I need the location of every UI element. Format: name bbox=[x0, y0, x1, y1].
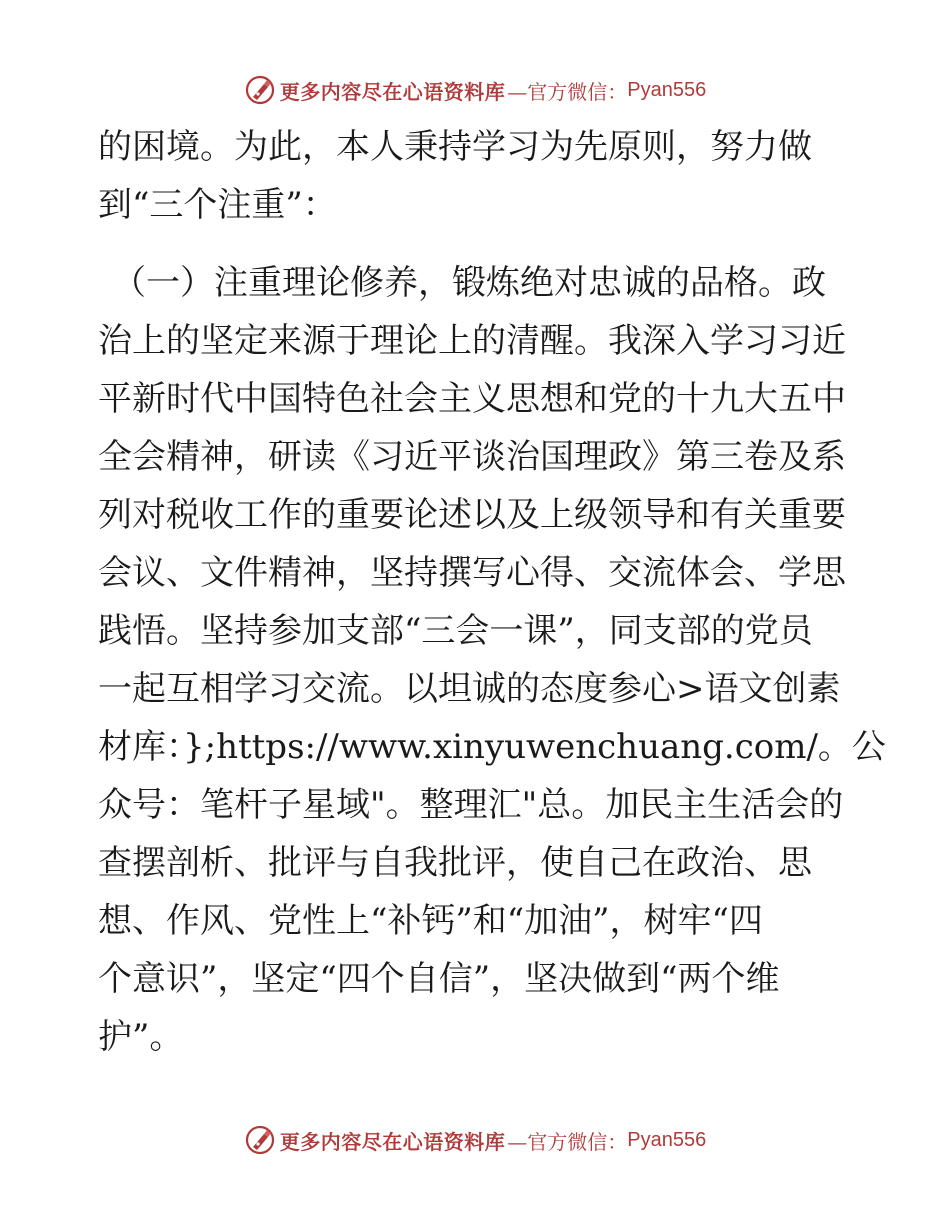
section-heading-line: （一）注重理论修养，锻炼绝对忠诚的品格。政 bbox=[112, 263, 826, 303]
paragraph-gap bbox=[98, 234, 858, 254]
header-banner bbox=[0, 70, 950, 110]
text-line: 材库：};https://www.xinyuwenchuang.com/。公 bbox=[98, 727, 886, 767]
text-line: 践悟。坚持参加支部“三会一课”，同支部的党员 bbox=[98, 611, 813, 651]
footer-banner-wechat-label: —官方微信： bbox=[507, 1129, 628, 1154]
text-line: 会议、文件精神，坚持撰写心得、交流体会、学思 bbox=[98, 553, 846, 593]
text-line: 平新时代中国特色社会主义思想和党的十九大五中 bbox=[98, 379, 846, 419]
text-line: 众号：笔杆子星域"。整理汇"总。加民主生活会的 bbox=[98, 785, 844, 825]
footer-banner-wechat-id: Pyan556 bbox=[627, 1128, 707, 1151]
section-paragraph bbox=[98, 254, 886, 1066]
pen-nib-logo-icon bbox=[244, 1124, 276, 1156]
text-line: 治上的坚定来源于理论上的清醒。我深入学习习近 bbox=[98, 321, 846, 361]
header-banner-wechat-id: Pyan556 bbox=[627, 78, 707, 101]
pen-nib-logo-icon bbox=[244, 74, 276, 106]
text-line: 想、作风、党性上“补钙”和“加油”，树牢“四 bbox=[98, 901, 763, 941]
document-body bbox=[98, 118, 886, 1066]
text-line: 的困境。为此，本人秉持学习为先原则，努力做 bbox=[98, 127, 812, 167]
footer-banner bbox=[0, 1120, 950, 1160]
text-line: 全会精神，研读《习近平谈治国理政》第三卷及系 bbox=[98, 437, 846, 477]
text-line: 一起互相学习交流。以坦诚的态度参心>语文创素 bbox=[98, 669, 841, 709]
text-line: 到“三个注重”： bbox=[98, 185, 337, 225]
intro-paragraph bbox=[98, 118, 858, 234]
footer-banner-title: 更多内容尽在心语资料库 bbox=[279, 1129, 506, 1154]
header-banner-wechat-label: —官方微信： bbox=[507, 79, 628, 104]
text-line: 查摆剖析、批评与自我批评，使自己在政治、思 bbox=[98, 843, 812, 883]
text-line: 列对税收工作的重要论述以及上级领导和有关重要 bbox=[98, 495, 846, 535]
text-line: 个意识”，坚定“四个自信”，坚决做到“两个维 bbox=[98, 959, 780, 999]
header-banner-title: 更多内容尽在心语资料库 bbox=[279, 79, 506, 104]
text-line: 护”。 bbox=[98, 1017, 184, 1057]
